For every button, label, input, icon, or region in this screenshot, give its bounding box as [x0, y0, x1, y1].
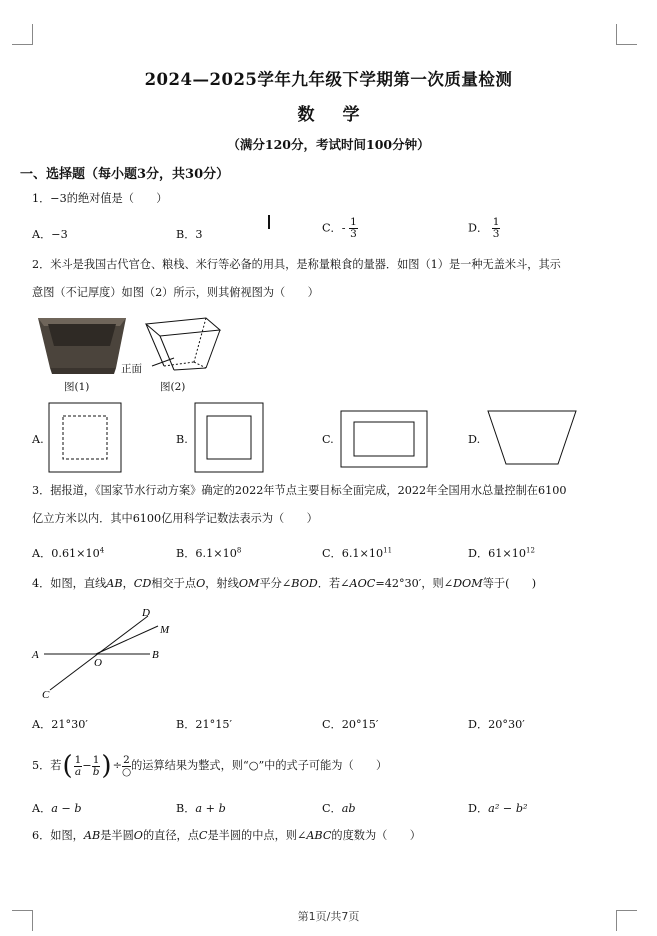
corner-mark-top-left — [12, 24, 33, 45]
q5-two: 2 — [123, 753, 130, 766]
q5-option-d — [468, 800, 527, 816]
page-number: 第1页/共7页 — [297, 910, 360, 923]
q4-dom: DOM — [453, 577, 483, 590]
q5-option-c — [322, 800, 356, 816]
q5-frac-circle — [122, 755, 131, 778]
q4-diagram — [28, 602, 188, 702]
q6-c: 的直径，点 — [142, 829, 199, 842]
q4-option-b: B．21°15′ — [176, 718, 233, 731]
q5-prefix: 5．若 — [32, 759, 62, 772]
label-b: B — [152, 649, 159, 661]
q4-stem-d: 平分∠ — [259, 577, 292, 590]
q5-frac-1a — [74, 755, 83, 778]
q4-option-a: A．21°30′ — [32, 718, 88, 731]
q2-option-b-label: B. — [176, 433, 188, 446]
q1-c-num: 1 — [350, 216, 357, 228]
exam-title: 2024—2025学年九年级下学期第一次质量检测 — [144, 70, 513, 89]
q4-stem — [32, 577, 536, 591]
q2-option-c-figure — [340, 410, 430, 470]
q5-num1: 1 — [74, 753, 82, 766]
q1-stem: 1．−3的绝对值是（ ） — [32, 192, 168, 205]
q2-option-c-label: C. — [322, 433, 334, 446]
q6-stem — [32, 829, 421, 843]
q5-b-expr: a + b — [195, 802, 226, 815]
q5-paren-open: ( — [62, 751, 73, 781]
q5-a-expr: a − b — [51, 802, 82, 815]
fig1-caption: 图(1) — [64, 381, 90, 393]
q5-a: a — [74, 765, 82, 778]
q2-stem-line2: 意图（不记厚度）如图（2）所示，则其俯视图为（ ） — [32, 286, 319, 299]
q4-cd: CD — [133, 577, 152, 590]
fig2-caption: 图(2) — [160, 381, 186, 393]
q6-b: 是半圆 — [100, 829, 134, 842]
q5-circle: ○ — [121, 765, 132, 778]
q5-num2: 1 — [92, 753, 100, 766]
q5-div: ÷ — [112, 759, 122, 772]
label-m: M — [160, 624, 170, 636]
q1-c-den: 3 — [350, 228, 357, 240]
q4-stem-g: 等于( ) — [482, 577, 537, 590]
q1-option-b: B．3 — [176, 228, 203, 241]
q4-stem-e: ．若∠ — [317, 577, 350, 590]
label-o: O — [94, 657, 102, 669]
ray-om — [96, 626, 158, 654]
q4-stem-b: 相交于点 — [151, 577, 197, 590]
q3-c-text: C．6.1×10 — [322, 547, 384, 560]
q3-b-exp: 8 — [236, 546, 242, 555]
q4-aoc: AOC — [349, 577, 376, 590]
q1-d-prefix: D． — [468, 221, 489, 235]
q4-ab: AB — [106, 577, 123, 590]
q5-option-a — [32, 800, 82, 816]
q3-option-a — [32, 545, 104, 561]
q5-c-label: C． — [322, 802, 342, 815]
q3-option-b — [176, 545, 241, 561]
q1-d-fraction — [492, 217, 501, 240]
q4-comma: ， — [122, 577, 134, 590]
q3-a-text: A．0.61×10 — [32, 547, 100, 560]
q6-o: O — [133, 829, 143, 842]
q2-option-d-figure — [486, 408, 580, 468]
rice-measure-photo — [38, 318, 126, 374]
q6-abc: ABC — [306, 829, 332, 842]
q1-option-c — [322, 217, 358, 240]
q1-c-fraction — [349, 217, 358, 240]
q5-a-label: A． — [32, 802, 52, 815]
rice-measure-diagram — [146, 318, 220, 370]
q4-option-d: D．20°30′ — [468, 718, 525, 731]
q3-option-c — [322, 545, 392, 561]
q5-c-expr: ab — [341, 802, 356, 815]
q5-option-b — [176, 800, 226, 816]
q3-d-exp: 12 — [526, 546, 535, 555]
subject-title: 数学 — [297, 105, 388, 125]
q5-stem — [32, 746, 387, 786]
q6-ab: AB — [83, 829, 101, 842]
q3-d-text: D．61×10 — [468, 547, 527, 560]
q4-stem-a: 4．如图，直线 — [32, 577, 107, 590]
label-c: C — [42, 689, 50, 701]
q2-option-b-figure — [194, 402, 266, 474]
q5-b: b — [92, 765, 100, 778]
q5-suffix: 的运算结果为整式，则“○”中的式子可能为（ ） — [131, 759, 388, 772]
q4-stem-f: =42°30′，则∠ — [375, 577, 454, 590]
q5-paren-close: ) — [101, 751, 112, 781]
q5-d-expr: a² − b² — [488, 802, 528, 815]
label-d: D — [142, 607, 150, 619]
q2-option-d-label: D. — [468, 433, 481, 446]
corner-mark-top-right — [616, 24, 637, 45]
front-label: 正面 — [121, 363, 142, 375]
q4-stem-c: ，射线 — [205, 577, 239, 590]
q5-d-label: D． — [468, 802, 489, 815]
q3-c-exp: 11 — [383, 546, 393, 555]
q6-e: 的度数为（ ） — [331, 829, 421, 842]
q1-option-d — [468, 217, 500, 240]
q3-stem-line2: 亿立方米以内．其中6100亿用科学记数法表示为（ ） — [32, 512, 318, 525]
q4-om: OM — [238, 577, 260, 590]
q3-a-exp: 4 — [99, 546, 105, 555]
q5-minus: − — [82, 759, 92, 772]
q5-frac-1b — [92, 755, 101, 778]
q6-a: 6．如图， — [32, 829, 84, 842]
q4-bod: BOD — [291, 577, 318, 590]
q2-option-a-figure — [48, 402, 124, 474]
q3-option-d — [468, 545, 535, 561]
q1-d-num: 1 — [492, 216, 500, 228]
q2-option-a-label: A. — [32, 433, 44, 446]
q1-option-a: A．−3 — [32, 228, 68, 241]
q1-c-prefix: C．- — [322, 221, 346, 235]
q6-cpt: C — [198, 829, 208, 842]
q6-d: 是半圆的中点，则∠ — [207, 829, 307, 842]
q4-option-c: C．20°15′ — [322, 718, 379, 731]
exam-note: （满分120分，考试时间100分钟） — [227, 137, 430, 152]
section-title: 一、选择题（每小题3分，共30分） — [20, 167, 230, 182]
label-a: A — [32, 649, 39, 661]
q4-o: O — [196, 577, 206, 590]
q3-stem-line1: 3．据报道，《国家节水行动方案》确定的2022年节点主要目标全面完成，2022年全国用水总量控制在6100 — [32, 484, 567, 497]
q1-d-den: 3 — [492, 228, 500, 240]
q5-b-label: B． — [176, 802, 196, 815]
q3-b-text: B．6.1×10 — [176, 547, 237, 560]
text-cursor — [268, 215, 270, 229]
q2-stem-line1: 2．米斗是我国古代官仓、粮栈、米行等必备的用具，是称量粮食的量器．如图（1）是一种无盖米斗，其示 — [32, 258, 561, 271]
